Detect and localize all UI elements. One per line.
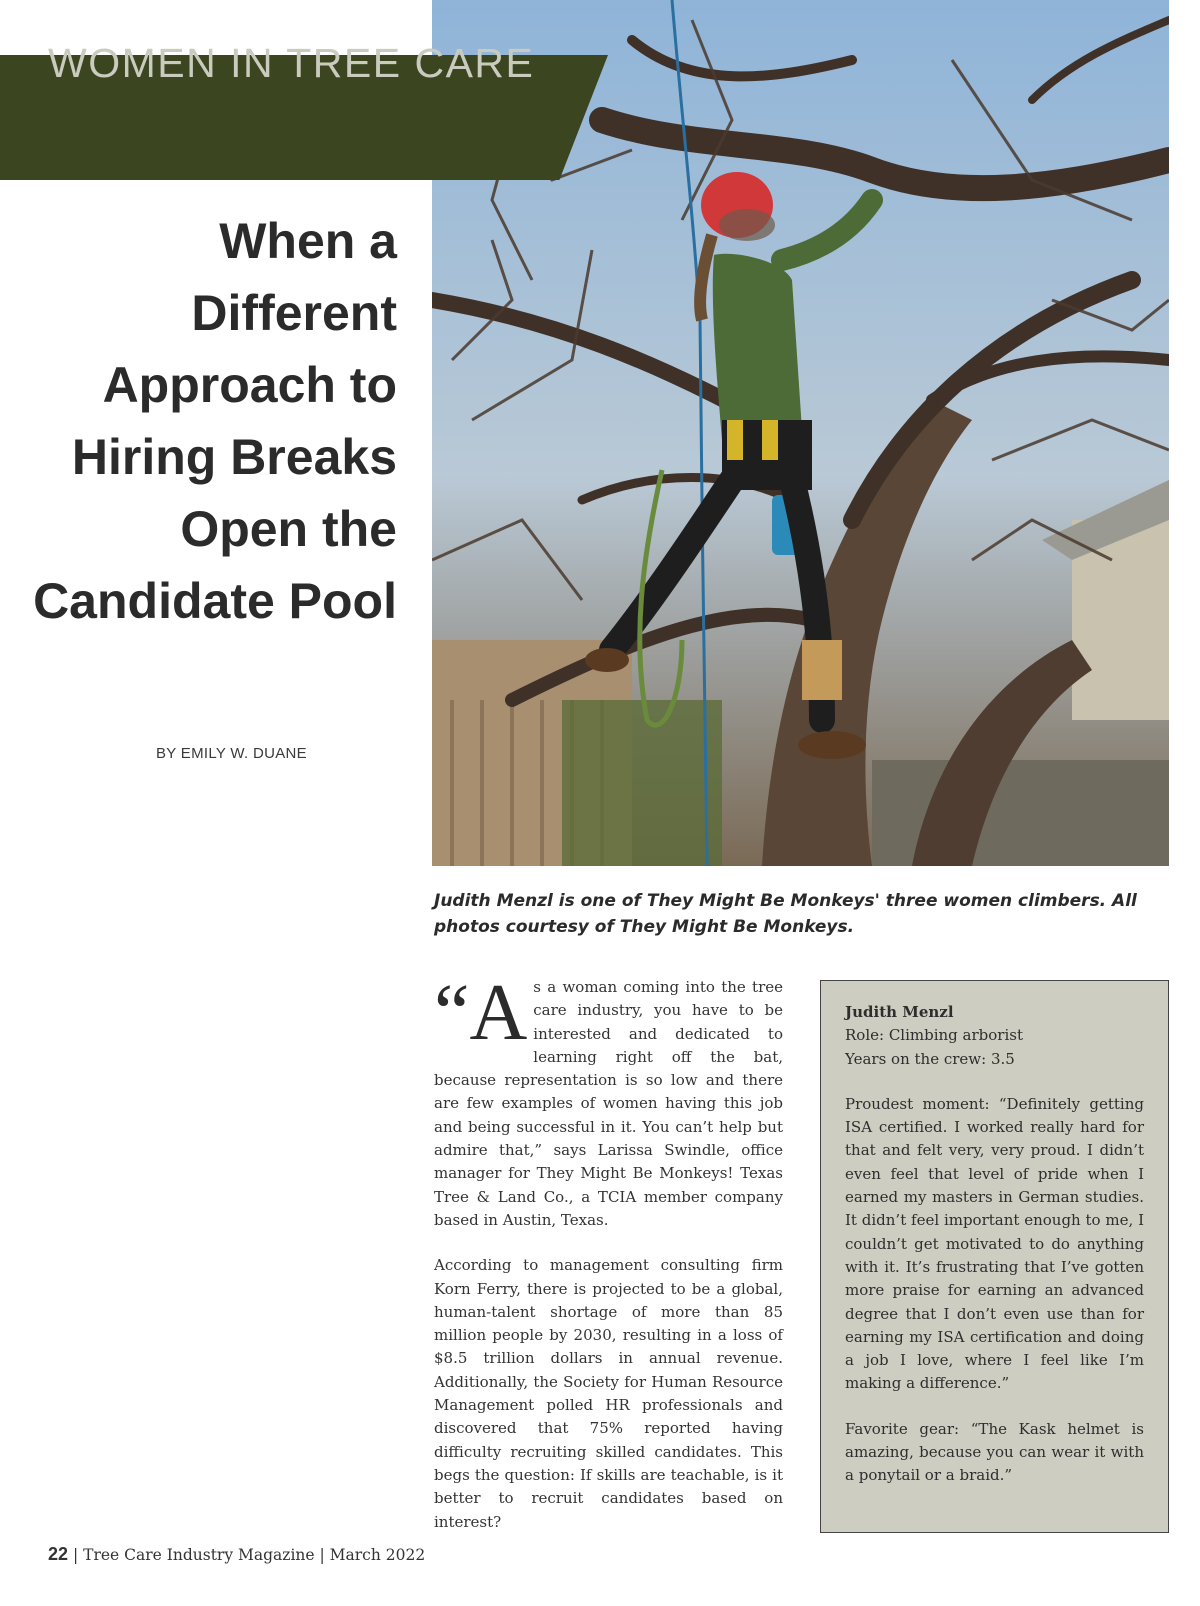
- section-label: WOMEN IN TREE CARE: [48, 40, 535, 86]
- profile-years: Years on the crew: 3.5: [845, 1049, 1015, 1068]
- profile-role: Role: Climbing arborist: [845, 1026, 1023, 1045]
- profile-favorite-gear: Favorite gear: “The Kask helmet is amazing, because you can wear it with a ponytail or a braid.”: [845, 1419, 1144, 1485]
- publication-info: | Tree Care Industry Magazine | March 2022: [68, 1546, 426, 1564]
- profile-name: Judith Menzl: [845, 1003, 954, 1021]
- profile-proudest-moment: Proudest moment: “Definitely getting ISA certified. I worked really hard for that and felt very, very proud. I didn’t even feel that level of pride when I earned my masters in German studies. It didn’t feel important enough to me, I couldn’t get motivated to do anything with it. It’s frustrating that I’ve gotten more praise for earning an advanced degree that I don’t even use than for earning my ISA certification and doing a job I love, where I feel like I’m making a difference.”: [845, 1094, 1144, 1393]
- headline-line: Approach to: [102, 357, 397, 413]
- article-paragraph: [434, 969, 783, 1232]
- article-body: [434, 969, 783, 1556]
- photo-caption: Judith Menzl is one of They Might Be Monkeys' three women climbers. All photos courtesy of They Might Be Monkeys.: [434, 891, 1137, 937]
- headline-line: Hiring Breaks: [71, 429, 397, 485]
- headline-line: Open the: [180, 501, 397, 557]
- paragraph-text: s a woman coming into the tree care industry, you have to be interested and dedicated to learning right off the bat, because representation is so low and there are few examples of women having this job and being successful in it. You can’t help but admire that,” says Larissa Swindle, office manager for They Might Be Monkeys! Texas Tree & Land Co., a TCIA member company based in Austin, Texas.: [434, 978, 783, 1229]
- article-paragraph: According to management consulting firm Korn Ferry, there is projected to be a global, human-talent shortage of more than 85 million people by 2030, resulting in a loss of $8.5 trillion dollars in annual revenue. Additionally, the Society for Human Resource Management polled HR professionals and discovered that 75% reported having difficulty recruiting skilled candidates. This begs the question: If skills are teachable, is it better to recruit candidates based on interest?: [434, 1256, 783, 1531]
- headline-line: Different: [191, 285, 397, 341]
- headline-line: When a: [219, 213, 397, 269]
- headline-line: Candidate Pool: [33, 573, 397, 629]
- page-number: 22: [48, 1544, 69, 1564]
- byline: BY EMILY W. DUANE: [156, 745, 307, 762]
- page-footer: [48, 1544, 425, 1565]
- headline: [0, 205, 397, 637]
- profile-sidebar: [820, 980, 1169, 1533]
- drop-cap: “A: [434, 969, 528, 1057]
